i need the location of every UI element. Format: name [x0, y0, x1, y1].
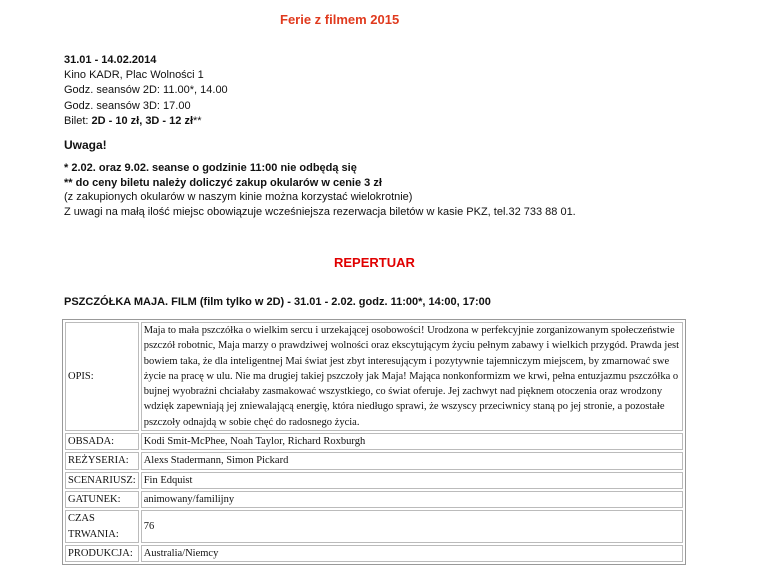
table-row: [65, 491, 683, 508]
event-dates: 31.01 - 14.02.2014: [64, 54, 157, 66]
table-row: [65, 433, 683, 450]
notice-heading: Uwaga!: [64, 138, 107, 152]
event-venue: Kino KADR, Plac Wolności 1: [64, 69, 204, 82]
row-label: SCENARIUSZ:: [65, 472, 139, 489]
row-label: REŻYSERIA:: [65, 452, 139, 469]
page-title: Ferie z filmem 2015: [280, 12, 400, 27]
row-label: GATUNEK:: [65, 491, 139, 508]
table-row: [65, 510, 683, 543]
row-value: animowany/familijny: [141, 491, 683, 508]
movie-heading: PSZCZÓŁKA MAJA. FILM (film tylko w 2D) - 31.01 - 2.02. godz. 11:00*, 14:00, 17:00: [64, 296, 491, 308]
row-label: OPIS:: [65, 322, 139, 431]
ticket-price-value: 2D - 10 zł, 3D - 12 zł: [91, 114, 193, 127]
table-row: [65, 472, 683, 489]
row-value: Australia/Niemcy: [141, 545, 683, 562]
sessions-3d: Godz. seansów 3D: 17.00: [64, 99, 191, 112]
notice-line: ** do ceny biletu należy doliczyć zakup okularów w cenie 3 zł: [64, 176, 382, 189]
row-value: 76: [141, 510, 683, 543]
row-value: Maja to mała pszczółka o wielkim sercu i urzekającej osobowości! Urodzona w perfekcyjnie zorganizowanym społeczeństwie pszczół robotnic, Maja marzy o prawdziwej wolności oraz ekscytującym życiu pełnym zabawy i wielkich przygód. Prawda jest bowiem taka, że dla inteligentnej Mai świat jest zbyt interesującym i pozytywnie tajemniczym miejscem, by zmarnować swe życie na pracę w ulu. Nie ma drugiej takiej pszczoły jak Maja! Mająca nonkonformizm we krwi, pełna entuzjazmu pszczółka o bujnej wyobraźni chciałaby zasmakować wszystkiego, co świat oferuje. Jej zachwyt nad pięknem otoczenia oraz wrodzony wdzięk zapewniają jej zniewalającą energię, która niedługo sprawi, że wszyscy przeciwnicy staną po jej stronie, a pozostałe pszczoły odnajdą w sobie chęć do radosnego życia.: [141, 322, 683, 431]
row-value: Alexs Stadermann, Simon Pickard: [141, 452, 683, 469]
repertoire-heading: REPERTUAR: [334, 255, 415, 270]
table-row: [65, 322, 683, 431]
notice-line: Z uwagi na małą ilość miejsc obowiązuje wcześniejsza rezerwacja biletów w kasie PKZ, tel.32 733 88 01.: [64, 205, 576, 218]
notice-body: [64, 161, 576, 219]
sessions-2d: Godz. seansów 2D: 11.00*, 14.00: [64, 84, 228, 97]
row-value: Kodi Smit-McPhee, Noah Taylor, Richard Roxburgh: [141, 433, 683, 450]
ticket-price: [64, 114, 228, 129]
notice-line: (z zakupionych okularów w naszym kinie można korzystać wielokrotnie): [64, 191, 413, 204]
table-row: [65, 452, 683, 469]
ticket-prefix: Bilet:: [64, 114, 92, 127]
row-label: CZAS TRWANIA:: [65, 510, 139, 543]
movie-details-table: [62, 319, 686, 565]
table-row: [65, 545, 683, 562]
row-label: OBSADA:: [65, 433, 139, 450]
row-value: Fin Edquist: [141, 472, 683, 489]
ticket-suffix: **: [193, 114, 202, 127]
row-label: PRODUKCJA:: [65, 545, 139, 562]
notice-line: * 2.02. oraz 9.02. seanse o godzinie 11:00 nie odbędą się: [64, 162, 357, 174]
event-info: [64, 53, 228, 129]
